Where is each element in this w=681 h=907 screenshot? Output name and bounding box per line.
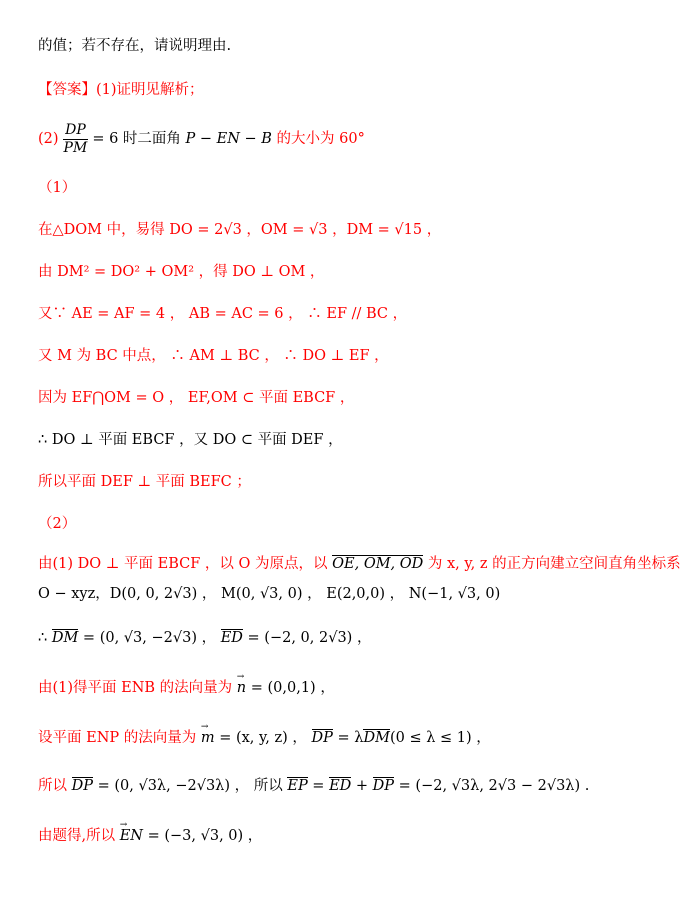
vector-n-value: = (0,0,1) ， [246,680,335,696]
vector-dm-value: = (0, √3, −2√3) ， [78,630,221,646]
normal-vector-enp [38,728,491,748]
part1-label: （1） [38,180,77,196]
points-coordinates: O − xyz，D(0, 0, 2√3) ， M(0, √3, 0) ， E(2,0,0) ， N(−1, √3, 0) [38,586,501,602]
vector-ep: EP [287,778,308,794]
vector-dp-value: = (0, √3λ, −2√3λ) ， 所以 [93,778,288,794]
coord-intro: 由(1) DO ⊥ 平面 EBCF ，以 O 为原点，以 [38,556,333,572]
proof-line-parallel: 又∵ AE = AF = 4 ， AB = AC = 6 ， ∴ EF // BC ， [38,306,408,322]
vector-ep-value: = (−2, √3λ, 2√3 − 2√3λ) . [394,778,590,794]
axis-vectors: OE, OM, OD [332,556,424,572]
normal-enb-intro: 由(1)得平面 ENB 的法向量为 [38,680,237,696]
lambda-range: (0 ≤ λ ≤ 1) ， [389,730,491,746]
vector-dm-2: DM [363,730,390,746]
part2-label: （2） [38,516,77,532]
vector-ep-line [38,776,589,796]
vector-en-line [38,826,262,846]
part2-prefix: (2) [38,131,59,147]
vector-n: → n [237,678,246,698]
dihedral-angle-name: P − EN − B [185,131,272,147]
ratio-fraction [62,122,90,157]
vector-ed-value: = (−2, 0, 2√3) ， [242,630,372,646]
therefore-sign: ∴ [38,630,52,646]
ratio-numerator: DP [65,121,86,138]
plus-sign: + [351,778,373,794]
vector-dm: DM [51,630,79,646]
proof-line-midpoint: 又 M 为 BC 中点， ∴ AM ⊥ BC ， ∴ DO ⊥ EF ， [38,348,389,364]
en-intro: 由题得,所以 [38,828,120,844]
vector-m: → m [201,728,215,748]
vector-dp-2: DP [71,778,93,794]
proof-line-conclusion: 所以平面 DEF ⊥ 平面 BEFC ； [38,474,251,490]
normal-enp-intro: 设平面 ENP 的法向量为 [38,730,201,746]
ratio-value: = 6 时二面角 [92,131,186,147]
vector-ed-2: ED [329,778,352,794]
ep-intro: 所以 [38,778,72,794]
angle-result: 的大小为 60° [271,131,365,147]
proof-line-perpendicular-plane: ∴ DO ⊥ 平面 EBCF ，又 DO ⊂ 平面 DEF ， [38,432,343,448]
lambda-label: = λ [332,730,364,746]
coord-tail: 为 x, y, z 的正方向建立空间直角坐标系 [423,556,681,572]
vector-ed: ED [220,630,243,646]
vector-m-value: = (x, y, z) ， [214,730,312,746]
vector-dp: DP [311,730,333,746]
ratio-denominator: PM [63,139,88,156]
vector-en-value: = (−3, √3, 0) ， [143,828,263,844]
question-tail: 的值；若不存在，请说明理由. [38,38,232,54]
vector-dp-3: DP [372,778,395,794]
proof-line-pythagoras: 由 DM² = DO² + OM² ，得 DO ⊥ OM ， [38,264,325,280]
normal-vector-enb [38,678,335,698]
equals-sign: = [307,778,330,794]
proof-line-intersection: 因为 EF⋂OM = O ， EF,OM ⊂ 平面 EBCF ， [38,390,355,406]
answer-part2-summary [38,120,365,158]
vectors-dm-ed [38,628,371,648]
coord-system-line [38,554,681,574]
answer-heading: 【答案】(1)证明见解析； [38,82,204,98]
vector-en: → EN [120,826,143,846]
proof-line-triangle: 在△DOM 中，易得 DO = 2√3 ，OM = √3 ，DM = √15 ， [38,222,442,238]
